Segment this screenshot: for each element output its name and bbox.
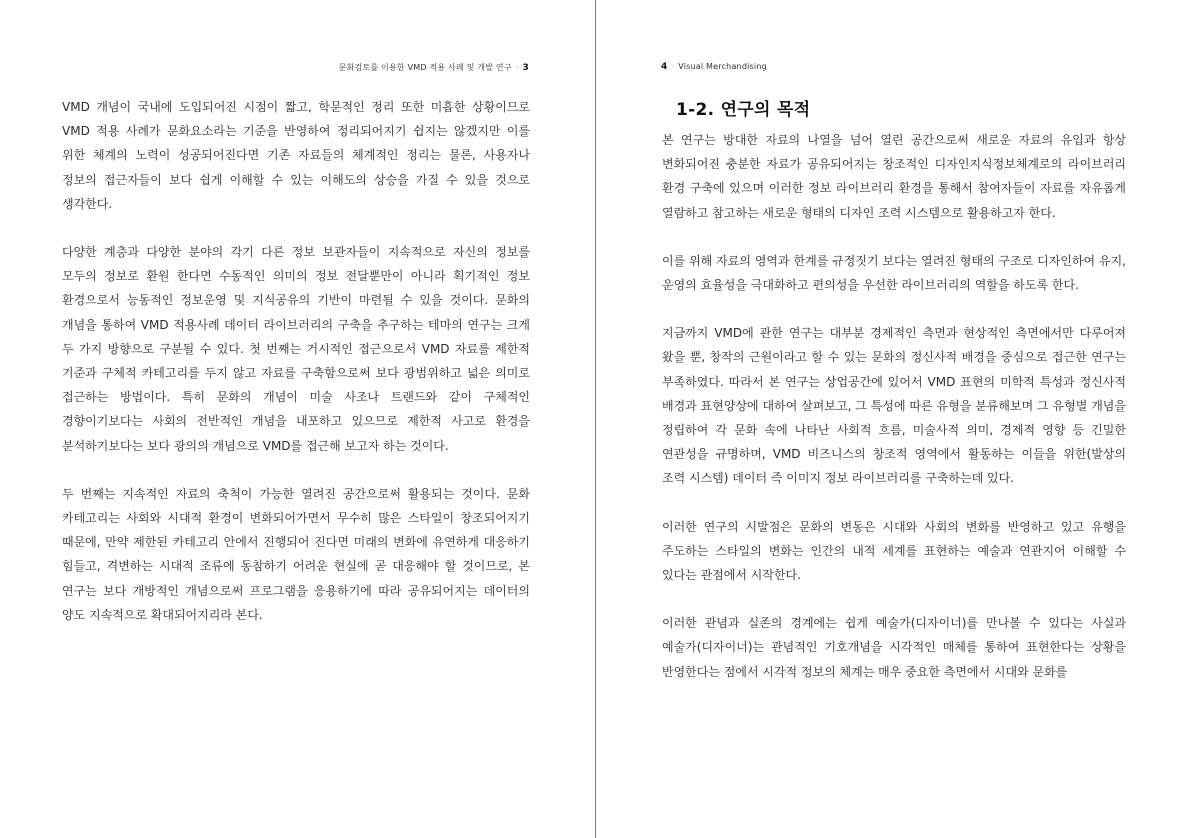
- left-body: [62, 95, 530, 651]
- paragraph: 본 연구는 방대한 자료의 나열을 넘어 열린 공간으로써 새로운 자료의 유입과 항상 변화되어진 충분한 자료가 공유되어지는 창조적인 디자인지식정보체계로의 라이브러리 환경 구축에 있으며 이러한 정보 라이브러리 환경을 통해서 참여자들이 자료를 자유롭게 열람하고 참고하는 새로운 형태의 디자인 조력 시스템으로 활용하고자 한다.: [662, 133, 1126, 220]
- paragraph: 이러한 관념과 실존의 경계에는 쉽게 예술가(디자이너)를 만나볼 수 있다는 사실과 예술가(디자이너)는 관념적인 기호개념을 시각적인 매체를 통하여 표현한다는 상황을 반영한다는 점에서 시각적 정보의 체계는 매우 중요한 측면에서 시대와 문화를: [662, 616, 1126, 679]
- paragraph: 다양한 계층과 다양한 분야의 각기 다른 정보 보관자들이 지속적으로 자신의 정보를 모두의 정보로 환원 한다면 수동적인 의미의 정보 전달뿐만이 아니라 획기적인 정보 환경으로서 능동적인 정보운영 및 지식공유의 기반이 마련될 수 있을 것이다. 문화의 개념을 통하여 VMD 적용사례 데이터 라이브러리의 구축을 추구하는 테마의 연구는 크게 두 가지 방향으로 구분될 수 있다. 첫 번째는 거시적인 접근으로서 VMD 자료를 제한적 기준과 구체적 카테고리를 두지 않고 자료를 구축함으로써 보다 광범위하고 넓은 의미로 접근하는 방법이다. 특히 문화의 개념이 미술 사조나 트랜드와 같이 구체적인 경향이기보다는 사회의 전반적인 개념을 내포하고 있으므로 제한적 사고로 환경을 분석하기보다는 보다 광의의 개념으로 VMD를 접근해 보고자 하는 것이다.: [62, 245, 530, 453]
- header-separator: ·: [671, 62, 675, 71]
- right-header-text: Visual Merchandising: [678, 62, 767, 71]
- left-page-number: 3: [522, 63, 529, 73]
- right-page: [597, 0, 1191, 838]
- page-divider: [595, 0, 596, 838]
- right-page-number: 4: [661, 62, 668, 72]
- header-separator: ·: [515, 63, 519, 72]
- paragraph: 이러한 연구의 시발점은 문화의 변동은 시대와 사회의 변화를 반영하고 있고 유행을 주도하는 스타일의 변화는 인간의 내적 세계를 표현하는 예술과 연관지어 이해할 수 있다는 관점에서 시작한다.: [662, 519, 1126, 583]
- paragraph: VMD 개념이 국내에 도입되어진 시점이 짧고, 학문적인 정리 또한 미흡한 상황이므로 VMD 적용 사례가 문화요소라는 기준을 반영하여 정리되어지기 쉽지는 않겠지만 이를 위한 체계의 노력이 성공되어진다면 기존 자료들의 체계적인 정리는 물론, 사용자나 정보의 접근자들이 보다 쉽게 이해할 수 있는 이해도의 상승을 가질 수 있을 것으로 생각한다.: [62, 100, 530, 211]
- section-title: 1-2. 연구의 목적: [676, 100, 811, 120]
- paragraph: 두 번째는 지속적인 자료의 축척이 가능한 열려진 공간으로써 활용되는 것이다. 문화 카테고리는 사회와 시대적 환경이 변화되어가면서 무수히 많은 스타일이 창조되어지기 때문에, 만약 제한된 카테고리 안에서 진행되어 진다면 미래의 변화에 유연하게 대응하기 힘들고, 격변하는 시대적 조류에 동참하기 어려운 현실에 곧 대응해야 할 것이므로, 본 연구는 보다 개방적인 개념으로써 프로그램을 응용하기에 따라 공유되어지는 데이터의 양도 지속적으로 확대되어지리라 본다.: [62, 486, 530, 622]
- left-header-text: 문화검토를 이용한 VMD 적용 사례 및 개발 연구: [338, 63, 512, 72]
- paragraph: 지금까지 VMD에 관한 연구는 대부분 경제적인 측면과 현상적인 측면에서만 다루어져 왔을 뿐, 창작의 근원이라고 할 수 있는 문화의 정신사적 배경을 중심으로 접근한 연구는 부족하였다. 따라서 본 연구는 상업공간에 있어서 VMD 표현의 미학적 특성과 정신사적 배경과 표현양상에 대하여 살펴보고, 그 특성에 따른 유형을 분류해보며 그 유형별 개념을 정립하여 각 문화 속에 나타난 사회적 흐름, 미술사적 의미, 경제적 영향 등 긴밀한 연관성을 규명하며, VMD 비즈니스의 창조적 영역에서 활동하는 이들을 위한(발상의 조력 시스템) 데이터 즉 이미지 정보 라이브러리를 구축하는데 있다.: [662, 326, 1126, 486]
- right-body: [662, 98, 1126, 708]
- left-running-header: [339, 62, 529, 73]
- right-running-header: [661, 62, 767, 72]
- paragraph: 이를 위해 자료의 영역과 한계를 규정짓기 보다는 열려진 형태의 구조로 디자인하여 유지, 운영의 효율성을 극대화하고 편의성을 우선한 라이브러리의 역할을 하도록 한다.: [662, 253, 1126, 293]
- left-page: [0, 0, 595, 838]
